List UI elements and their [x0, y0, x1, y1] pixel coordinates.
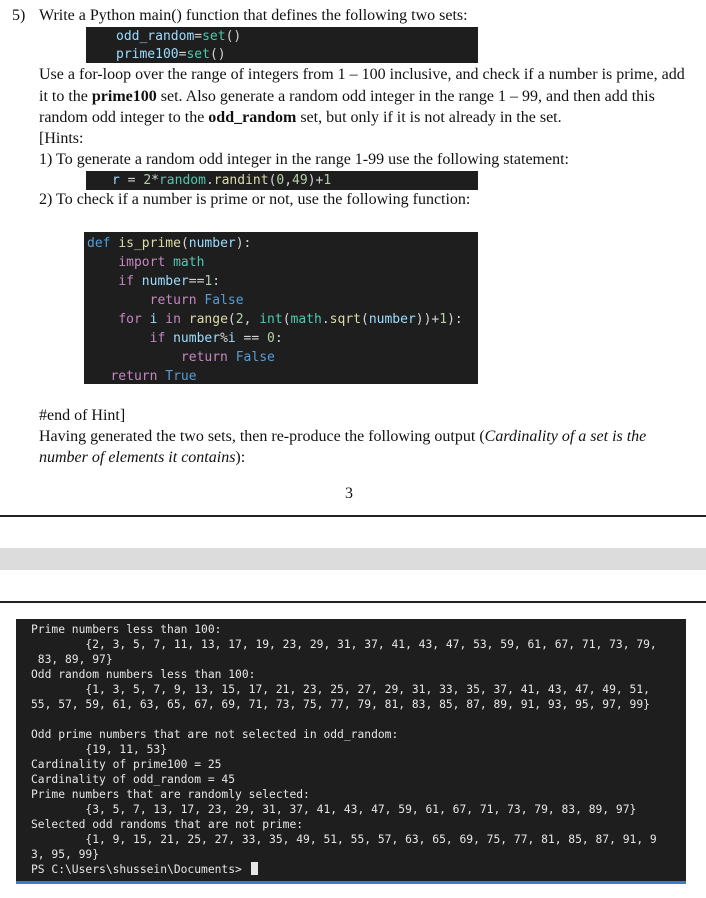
page-bottom-rule	[0, 515, 706, 517]
terminal-line: Prime numbers less than 100:	[31, 623, 222, 636]
terminal-prompt: PS C:\Users\shussein\Documents>	[31, 863, 249, 876]
hints-close: #end of Hint]	[39, 407, 126, 424]
code-line-if-one: if number==1:	[118, 274, 221, 289]
code-line-return-true: return True	[110, 369, 197, 384]
terminal-line: Cardinality of prime100 = 25	[31, 758, 222, 771]
sets-code-block	[86, 27, 478, 63]
terminal-line: {19, 11, 53}	[31, 743, 168, 756]
terminal-line: Cardinality of odd_random = 45	[31, 773, 236, 786]
page-top-rule	[0, 601, 706, 603]
terminal-line: {3, 5, 7, 13, 17, 23, 29, 31, 37, 41, 43, 47, 59, 61, 67, 71, 73, 79, 83, 89, 97}	[31, 803, 637, 816]
code-line-return-false-1: return False	[149, 293, 244, 308]
code-line-if-mod: if number%i == 0:	[149, 331, 283, 346]
terminal-cursor	[251, 862, 258, 875]
para-line-3: random odd integer to the odd_random set, but only if it is not already in the set.	[39, 109, 562, 126]
terminal-line: Prime numbers that are randomly selected:	[31, 788, 310, 801]
closing-line-2: number of elements it contains):	[39, 449, 246, 466]
terminal-line: {1, 3, 5, 7, 9, 13, 15, 17, 21, 23, 25, 27, 29, 31, 33, 35, 37, 41, 43, 47, 49, 51,	[31, 683, 650, 696]
code-line-random: r = 2*random.randint(0,49)+1	[112, 173, 332, 188]
hint1-code-block	[86, 171, 478, 190]
code-line-def: def is_prime(number):	[87, 236, 252, 251]
terminal-prompt-line[interactable]	[31, 862, 258, 877]
terminal-line: Odd prime numbers that are not selected in odd_random:	[31, 728, 399, 741]
question-number: 5)	[12, 7, 26, 24]
question-intro: Write a Python main() function that defines the following two sets:	[39, 7, 468, 24]
hint-1-text: 1) To generate a random odd integer in the range 1-99 use the following statement:	[39, 151, 569, 168]
terminal-line: {1, 9, 15, 21, 25, 27, 33, 35, 49, 51, 55, 57, 63, 65, 69, 75, 77, 81, 85, 87, 91, 9	[31, 833, 657, 846]
code-line-return-false-2: return False	[180, 350, 275, 365]
para-line-2: it to the prime100 set. Also generate a random odd integer in the range 1 – 99, and then add this	[39, 88, 655, 105]
terminal-line: Odd random numbers less than 100:	[31, 668, 256, 681]
code-line-odd-random: odd_random=set()	[116, 29, 242, 44]
page-gap-band	[0, 548, 706, 570]
code-line-for: for i in range(2, int(math.sqrt(number))+1):	[118, 312, 463, 327]
terminal-line: 55, 57, 59, 61, 63, 65, 67, 69, 71, 73, 75, 77, 79, 81, 83, 85, 87, 89, 91, 93, 95, 97, 99}	[31, 698, 650, 711]
code-line-import: import math	[118, 255, 205, 270]
code-line-prime100: prime100=set()	[116, 47, 226, 62]
closing-line-1: Having generated the two sets, then re-produce the following output (Cardinality of a set is the	[39, 428, 647, 445]
para-line-1: Use a for-loop over the range of integers from 1 – 100 inclusive, and check if a number is prime, add	[39, 66, 685, 83]
terminal-output	[16, 619, 686, 884]
terminal-line: 83, 89, 97}	[31, 653, 113, 666]
hints-open: [Hints:	[39, 130, 84, 147]
page-number: 3	[345, 485, 353, 502]
terminal-line: Selected odd randoms that are not prime:	[31, 818, 304, 831]
is-prime-code-block	[84, 232, 478, 384]
terminal-line: {2, 3, 5, 7, 11, 13, 17, 19, 23, 29, 31, 37, 41, 43, 47, 53, 59, 61, 67, 71, 73, 79,	[31, 638, 657, 651]
hint-2-text: 2) To check if a number is prime or not, use the following function:	[39, 191, 471, 208]
terminal-line: 3, 95, 99}	[31, 848, 100, 861]
